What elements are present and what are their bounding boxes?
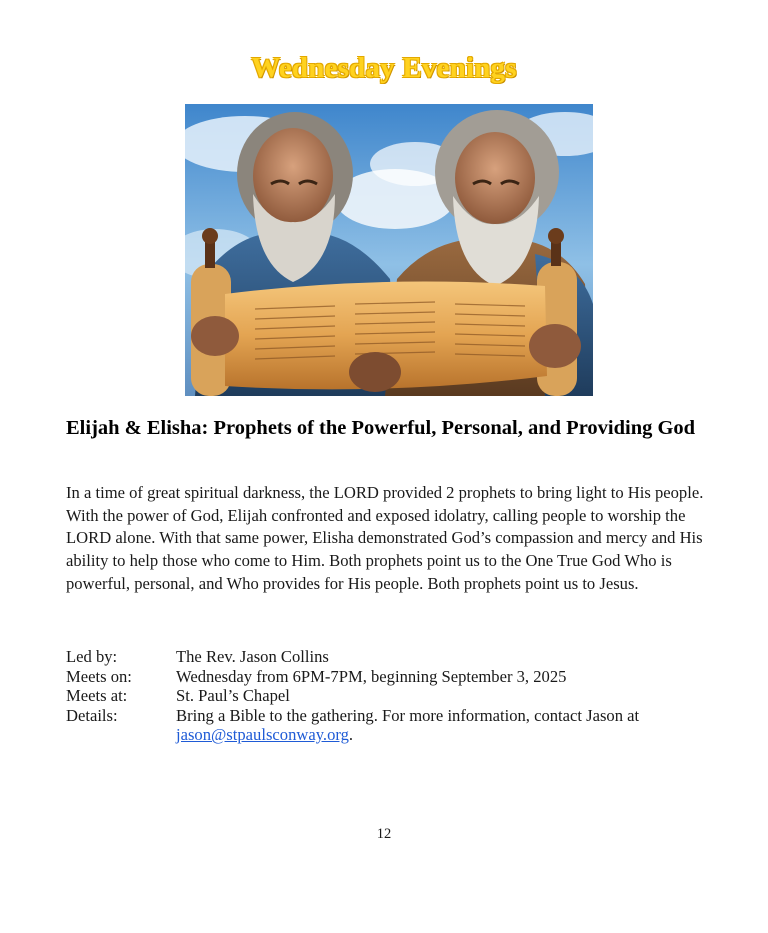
section-heading: Elijah & Elisha: Prophets of the Powerful, Personal, and Providing God bbox=[66, 417, 696, 439]
description-paragraph: In a time of great spiritual darkness, the LORD provided 2 prophets to bring light to His people. With the power of God, Elijah confronted and exposed idolatry, calling people to worship the LORD alone. With that same power, Elisha demonstrated God’s compassion and mercy and His ability to help those who come to Him. Both prophets point us to the One True God Who is powerful, personal, and Who provides for His people. Both prophets point us to Jesus. bbox=[66, 483, 704, 593]
meets-at-label: Meets at: bbox=[66, 686, 128, 705]
email-suffix: . bbox=[348, 725, 354, 744]
page-title: Wednesday Evenings bbox=[251, 52, 517, 84]
prophets-scroll-image bbox=[185, 104, 593, 396]
led-by-label: Led by: bbox=[66, 647, 118, 666]
details-label: Details: bbox=[66, 705, 118, 725]
meets-at-value: St. Paul’s Chapel bbox=[176, 686, 290, 705]
details-block bbox=[66, 647, 726, 745]
email-link[interactable]: jason@stpaulsconway.org bbox=[176, 725, 349, 744]
meets-at-row bbox=[66, 686, 726, 706]
meets-on-row bbox=[66, 667, 726, 687]
details-text: Bring a Bible to the gathering. For more information, contact Jason at bbox=[176, 705, 640, 725]
led-by-value: The Rev. Jason Collins bbox=[176, 647, 329, 666]
details-row bbox=[66, 706, 726, 745]
page-number: 12 bbox=[376, 826, 392, 842]
meets-on-value: Wednesday from 6PM-7PM, beginning September 3, 2025 bbox=[176, 666, 567, 686]
meets-on-label: Meets on: bbox=[66, 666, 132, 686]
details-value bbox=[176, 706, 726, 745]
led-by-row bbox=[66, 647, 726, 667]
